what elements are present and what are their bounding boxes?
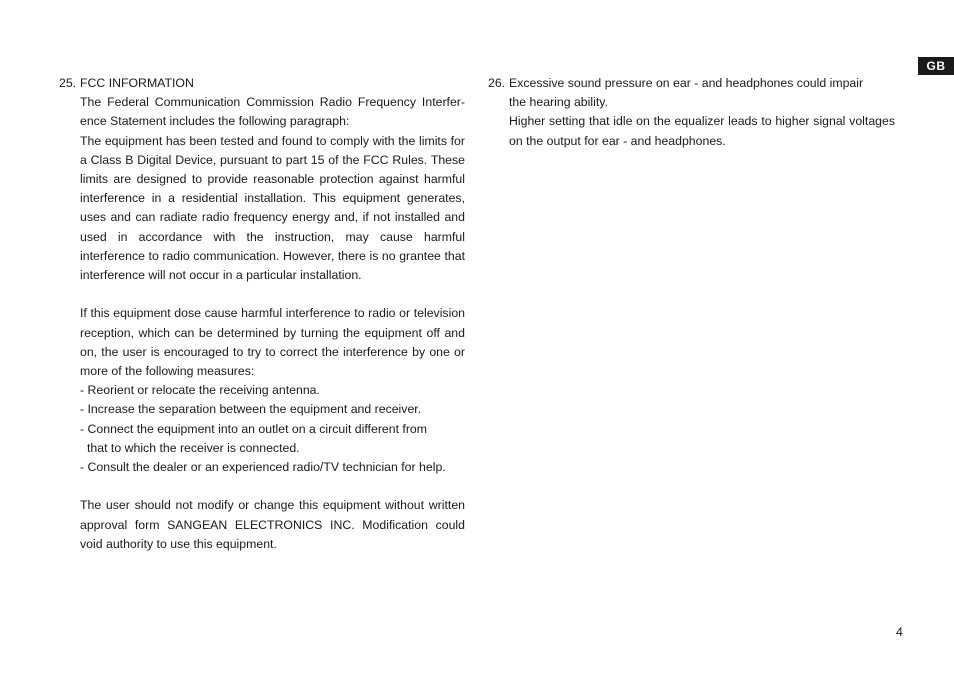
section-heading xyxy=(488,74,895,93)
section-number: 25. xyxy=(59,76,77,90)
measure-item xyxy=(80,420,465,458)
intro-paragraph: The Federal Communication Commission Radio Frequency Interference Statement includes the following paragraph: xyxy=(80,95,465,129)
section-first-line: Excessive sound pressure on ear - and headphones could impair xyxy=(509,76,864,90)
section-second-line: the hearing ability. xyxy=(509,95,608,110)
equalizer-paragraph: Higher setting that idle on the equalizer leads to higher signal voltages on the output for ear - and headphones. xyxy=(509,114,895,148)
measure-item: - Reorient or relocate the receiving antenna. xyxy=(80,383,320,398)
section-body xyxy=(80,93,465,554)
measure-item-line: - Connect the equipment into an outlet on a circuit different from xyxy=(80,421,428,436)
section-title: FCC INFORMATION xyxy=(80,76,194,90)
section-fcc-information xyxy=(59,74,465,554)
modification-paragraph: The user should not modify or change this equipment without written approval form SANGEAN ELECTRONICS INC. Modification could void authority to use this equipment. xyxy=(80,498,465,551)
compliance-paragraph: The equipment has been tested and found to comply with the limits for a Class B Digital Device, pursuant to part 15 of the FCC Rules. These limits are designed to provide reasonable protection against harmful interference in a residential installation. This equipment generates, uses and can radiate radio frequency energy and, if not installed and used in accordance with the instruction, may cause harmful interference to radio communication. However, there is no grantee that interference will not occur in a particular installation. xyxy=(80,133,465,283)
interference-paragraph: If this equipment dose cause harmful interference to radio or television reception, which can be determined by turning the equipment off and on, the user is encouraged to try to correct the interference by one or more of the following measures: xyxy=(80,306,465,379)
page-number: 4 xyxy=(896,625,903,639)
section-body xyxy=(509,93,895,151)
section-sound-pressure xyxy=(488,74,895,151)
section-number: 26. xyxy=(488,76,506,90)
language-badge: GB xyxy=(918,57,954,75)
measure-item-continuation: that to which the receiver is connected. xyxy=(87,440,300,455)
measure-item: - Consult the dealer or an experienced radio/TV technician for help. xyxy=(80,460,446,475)
section-heading xyxy=(59,74,465,93)
measure-item: - Increase the separation between the equipment and receiver. xyxy=(80,402,422,417)
